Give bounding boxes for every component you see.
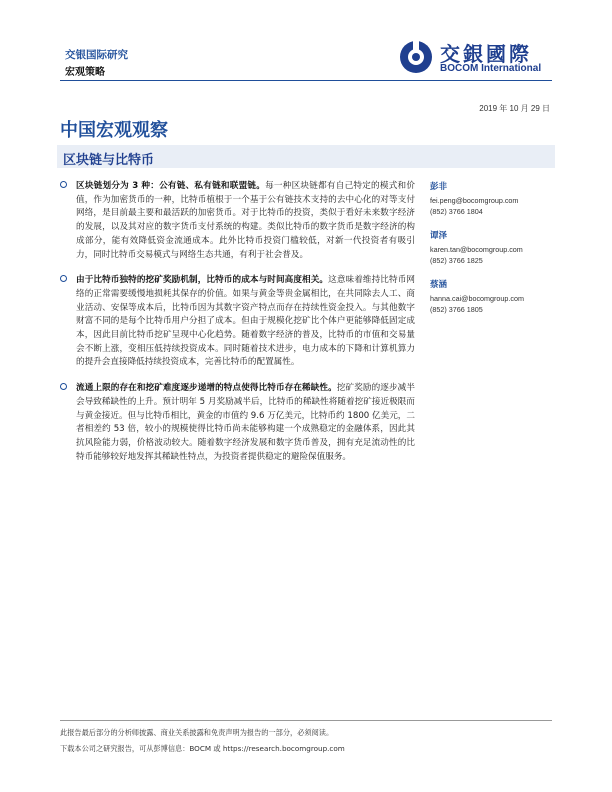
bullet-lead: 区块链划分为 3 种：公有链、私有链和联盟链。 [76, 181, 266, 191]
footer-disclaimer: 此报告最后部分的分析师披露、商业关系披露和免责声明为报告的一部分，必须阅读。 [60, 728, 334, 737]
author-email[interactable]: karen.tan@bocomgroup.com [430, 245, 523, 254]
bullet-item [60, 274, 415, 370]
author-phone: (852) 3766 1804 [430, 207, 483, 216]
bullet-text: 挖矿奖励的逐步减半会导致稀缺性的上升。预计明年 5 月奖励减半后，比特币的稀缺性将随着挖矿接近极限而与黄金接近。但与比特币相比，黄金的市值约 9.6 万亿美元，比特币约 1800 亿美元，二者相差约 53 倍，较小的规模使得比特币尚未能够构建一个成熟稳定的金融体系，因此其抗风险能力弱，价格波动较大。随着数字经济发展和数字货币普及，拥有充足流动性的比特币能够较好地发挥其稀缺性特点，为投资者提供稳定的避险保值服务。 [76, 383, 415, 462]
bocom-logo-icon [396, 38, 436, 76]
bullet-circle-icon [60, 383, 67, 390]
page-title: 中国宏观观察 [60, 120, 168, 141]
bullet-item [60, 382, 415, 464]
header-divider [60, 80, 552, 81]
bullet-lead: 由于比特币独特的挖矿奖励机制，比特币的成本与时间高度相关。 [76, 275, 329, 286]
author-list [430, 182, 560, 329]
author-phone: (852) 3766 1825 [430, 256, 483, 265]
author-phone: (852) 3766 1805 [430, 305, 483, 314]
bullet-lead: 流通上限的存在和挖矿难度逐步递增的特点使得比特币存在稀缺性。 [76, 383, 337, 394]
author-name: 蔡涵 [430, 280, 448, 290]
footer-download[interactable]: 下载本公司之研究报告，可从彭博信息：BOCM 或 https://research.bocomgroup.com [60, 744, 345, 753]
author-card [430, 182, 560, 217]
bullet-text: 这意味着维持比特币网络的正常需要缓慢地损耗其保存的价值。如果与黄金等贵金属相比，在共同除去人工、商业活动、安保等成本后，比特币因为其数字资产特点而存在持续性资金投入。与其他数字财富不同的是每个比特币用户分担了成本。但由于规模化挖矿比个体户更能够降低固定成本，因此目前比特币挖矿呈现中心化趋势。随着数字经济的普及，比特币的市值和交易量会不断上涨，变相压低持续投资成本。同时随着技术进步，电力成本的下降和计算机算力的提升会直接降低持续投资成本，完善比特币的配置属性。 [76, 275, 415, 368]
bullet-circle-icon [60, 181, 67, 188]
logo-text-en: BOCOM International [440, 63, 542, 74]
author-card [430, 231, 560, 266]
bocom-logo [396, 38, 556, 76]
footer-divider [60, 720, 552, 721]
header-org: 交银国际研究 [65, 49, 128, 61]
bullet-item [60, 180, 415, 262]
report-date: 2019 年 10 月 29 日 [479, 104, 550, 113]
bullet-circle-icon [60, 275, 67, 282]
author-email[interactable]: hanna.cai@bocomgroup.com [430, 294, 524, 303]
page-subtitle: 区块链与比特币 [63, 153, 155, 168]
author-email[interactable]: fei.peng@bocomgroup.com [430, 196, 519, 205]
bullet-text: 每一种区块链都有自己特定的模式和价值，作为加密货币的一种，比特币植根于一个基于公有链技术支持的去中心化的对等支付网络，是目前最主要和最活跃的加密货币。对于比特币的投资，类似于看好未来数字经济的发展，以及其对应的数字货币支付系统的构建。类似比特币的数字货币是数字经济的构成部分，能有效降低资金流通成本。此外比特币投资门槛较低，对新一代投资者有吸引力，同时比特币交易模式与网络生态共通，有利于社会普及。 [76, 181, 415, 260]
author-name: 彭非 [430, 182, 448, 192]
bullet-list [60, 180, 415, 476]
author-card [430, 280, 560, 315]
header-department: 宏观策略 [65, 67, 105, 78]
author-name: 谭泽 [430, 231, 448, 241]
logo-text-cn: 交銀國際 [440, 42, 532, 66]
